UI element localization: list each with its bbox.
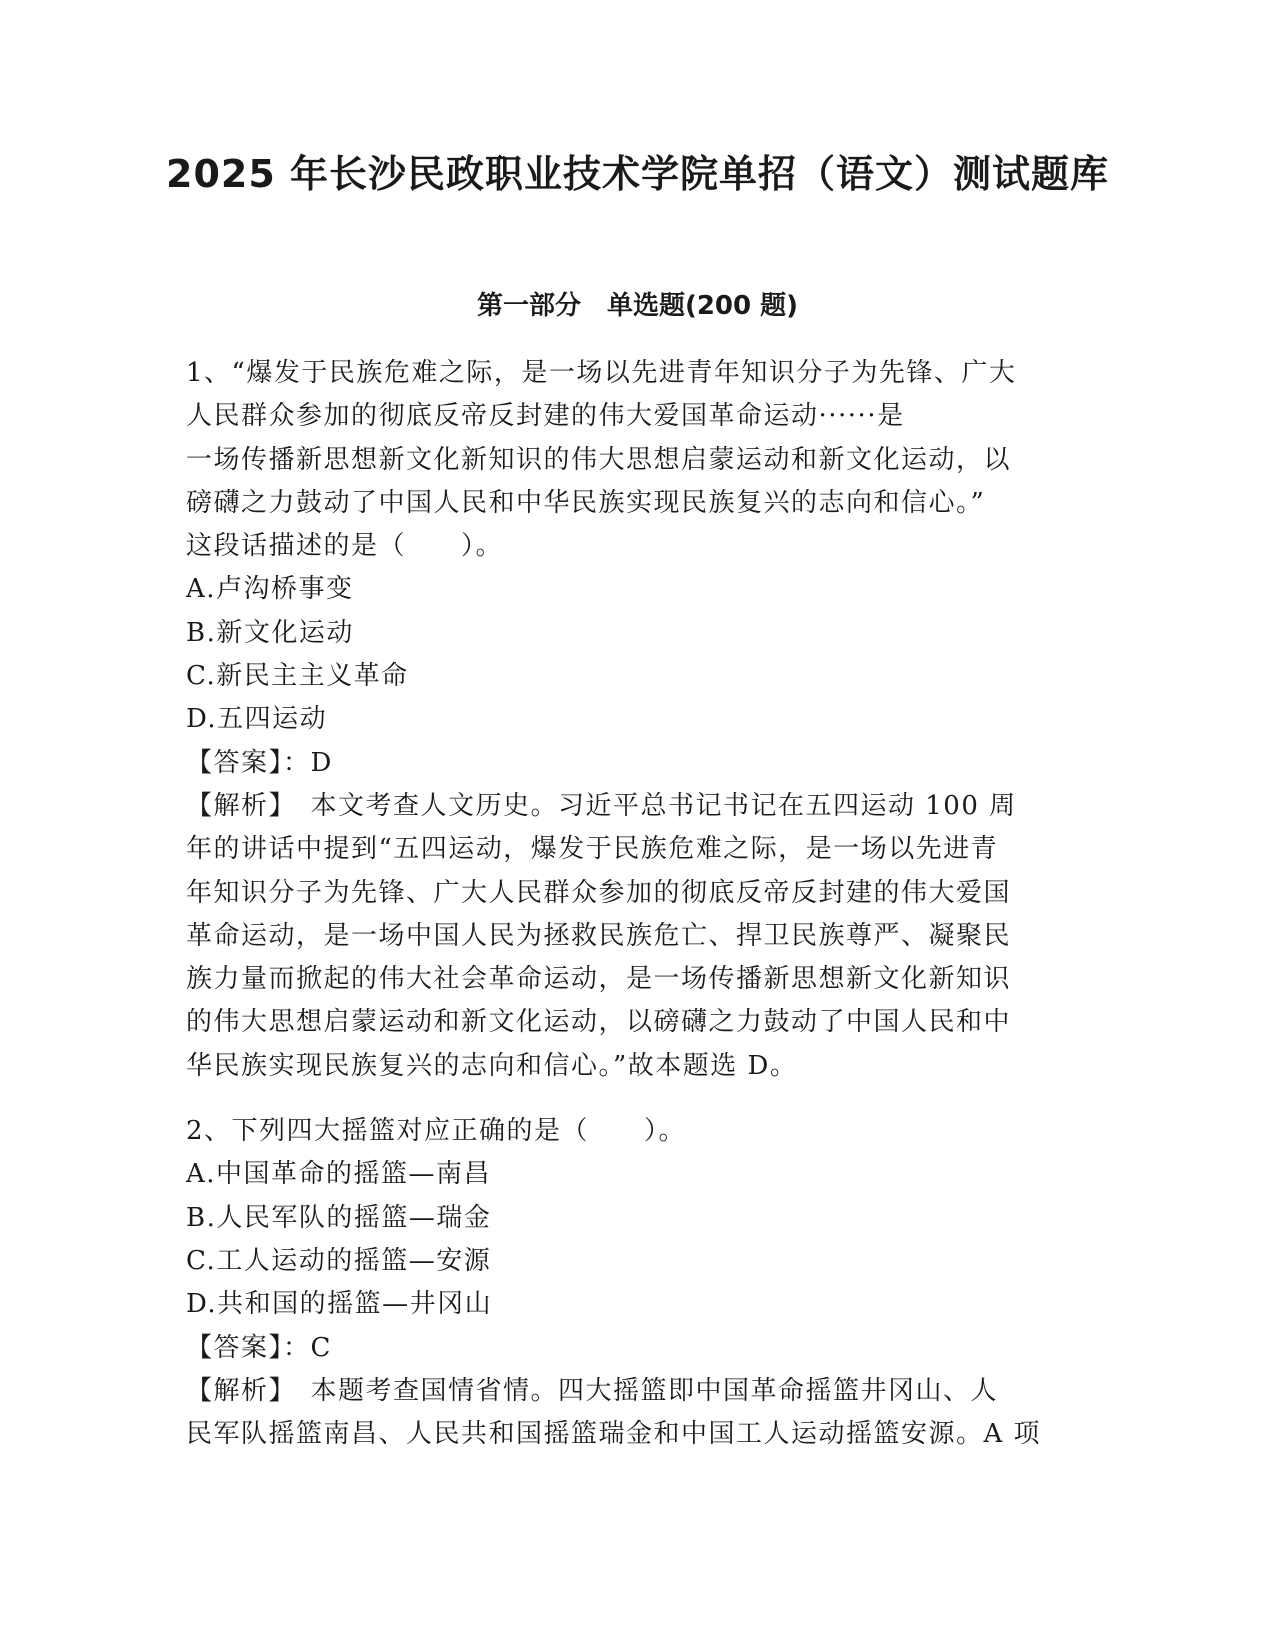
answer-line: 【答案】：C [186, 1332, 332, 1363]
analysis-line: 族力量而掀起的伟大社会革命运动，是一场传播新思想新文化新知识 [186, 964, 1012, 995]
question-1 [186, 352, 1086, 1088]
question-2 [186, 1110, 1086, 1456]
question-stem-line: 2、下列四大摇篮对应正确的是（ ）。 [186, 1116, 687, 1147]
document-body [186, 352, 1086, 1456]
option-c: C.新民主主义革命 [186, 661, 409, 692]
option-a: A.卢沟桥事变 [186, 574, 354, 605]
analysis-line: 年知识分子为先锋、广大人民群众参加的彻底反帝反封建的伟大爱国 [186, 877, 1012, 908]
section-title: 第一部分 单选题(200 题) [476, 291, 799, 321]
option-d: D.五四运动 [186, 704, 328, 735]
question-stem-line: 这段话描述的是（ ）。 [186, 531, 504, 562]
analysis-line: 华民族实现民族复兴的志向和信心。”故本题选 D。 [186, 1050, 798, 1081]
answer-line: 【答案】：D [186, 747, 333, 778]
question-stem-line: 一场传播新思想新文化新知识的伟大思想启蒙运动和新文化运动，以 [186, 444, 1012, 475]
analysis-line: 民军队摇篮南昌、人民共和国摇篮瑞金和中国工人运动摇篮安源。A 项 [186, 1419, 1042, 1450]
analysis-line: 【解析】 本题考查国情省情。四大摇篮即中国革命摇篮井冈山、人 [186, 1375, 999, 1406]
option-d: D.共和国的摇篮—井冈山 [186, 1289, 493, 1320]
question-stem-line: 1、“爆发于民族危难之际，是一场以先进青年知识分子为先锋、广大 [186, 358, 1017, 388]
analysis-line: 革命运动，是一场中国人民为拯救民族危亡、捍卫民族尊严、凝聚民 [186, 920, 1012, 951]
option-c: C.工人运动的摇篮—安源 [186, 1245, 492, 1276]
question-stem-line: 人民群众参加的彻底反帝反封建的伟大爱国革命运动······是 [186, 401, 905, 432]
document-title: 2025 年长沙民政职业技术学院单招（语文）测试题库 [166, 152, 1109, 196]
question-stem-line: 磅礴之力鼓动了中国人民和中华民族实现民族复兴的志向和信心。” [186, 487, 986, 518]
option-a: A.中国革命的摇篮—南昌 [186, 1159, 492, 1190]
analysis-line: 【解析】 本文考查人文历史。习近平总书记书记在五四运动 100 周 [186, 790, 1017, 821]
option-b: B.人民军队的摇篮—瑞金 [186, 1202, 492, 1233]
question-spacer [186, 1088, 1086, 1110]
option-b: B.新文化运动 [186, 617, 354, 648]
analysis-line: 的伟大思想启蒙运动和新文化运动，以磅礴之力鼓动了中国人民和中 [186, 1007, 1012, 1038]
analysis-line: 年的讲话中提到“五四运动，爆发于民族危难之际，是一场以先进青 [186, 834, 999, 865]
